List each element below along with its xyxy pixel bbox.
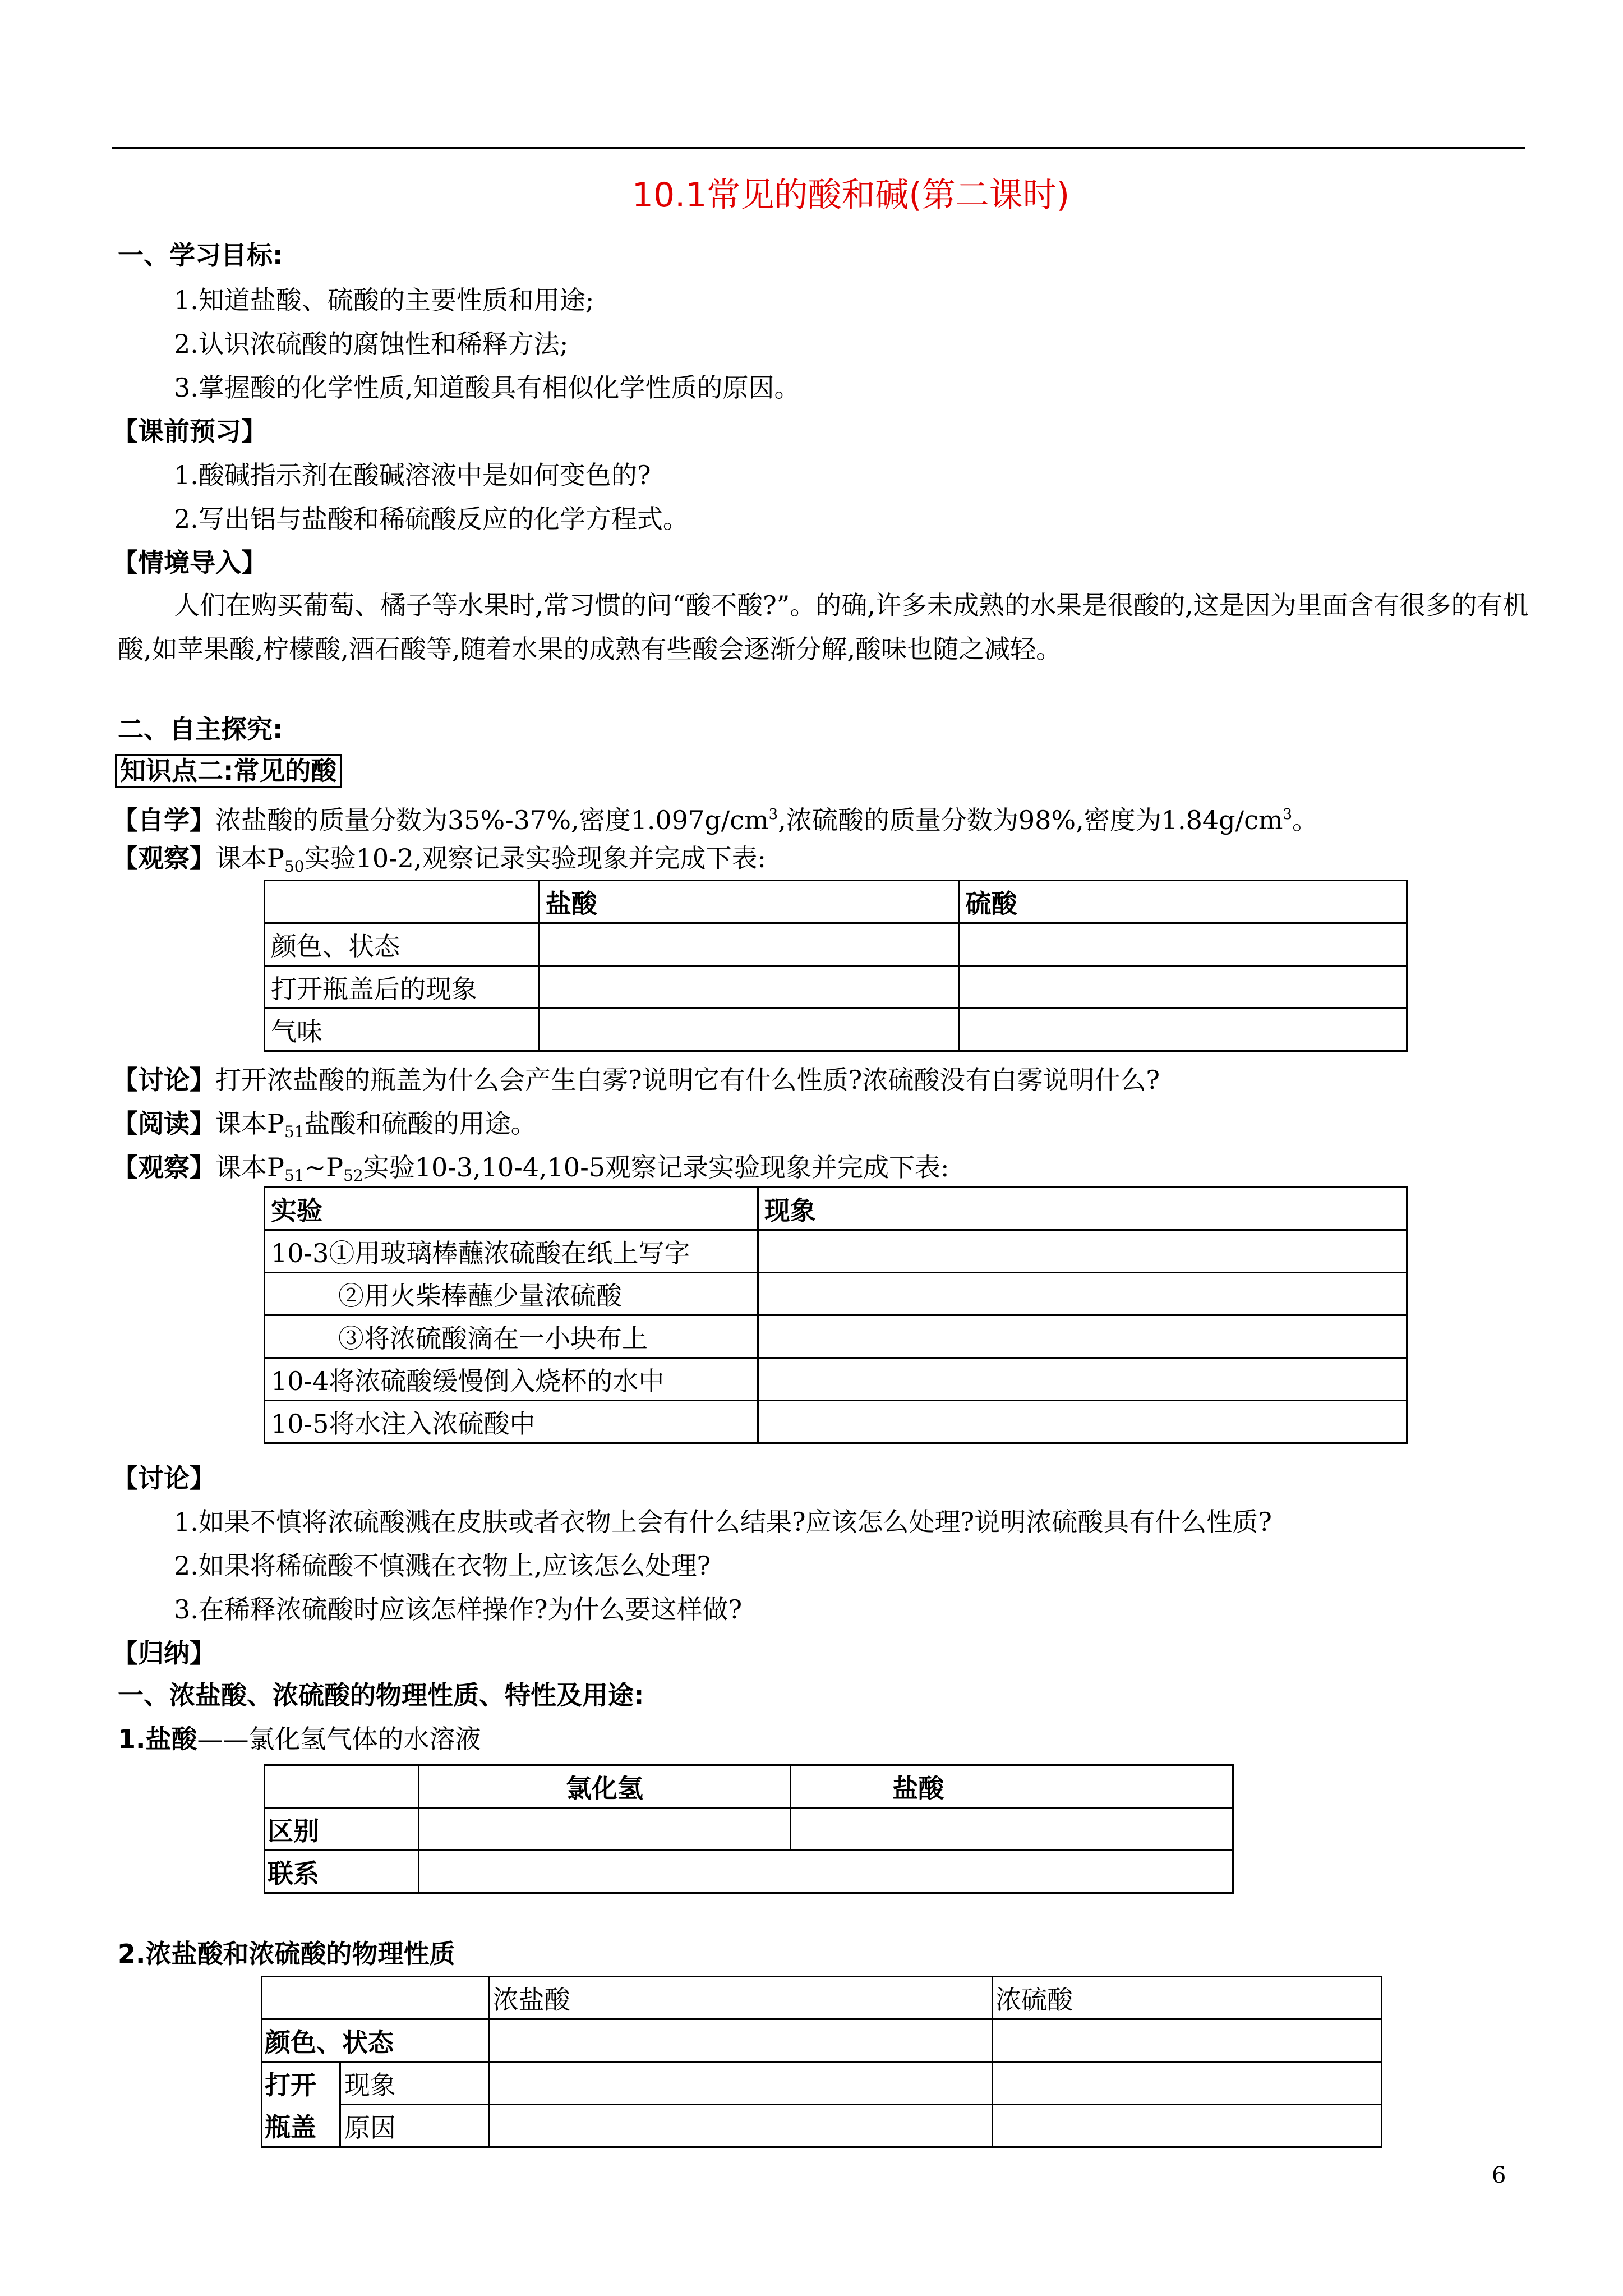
- table-header: 盐酸: [791, 1765, 1233, 1808]
- table-row-label: 气味: [265, 1009, 540, 1051]
- page-subscript: 51: [284, 1122, 305, 1141]
- observe-2-tag: 【观察】: [112, 1152, 215, 1182]
- discuss-1-tag: 【讨论】: [112, 1065, 215, 1095]
- table-row-label: 瓶盖: [262, 2105, 340, 2147]
- table-row-label: 联系: [265, 1851, 419, 1893]
- table-row: [265, 1401, 1407, 1443]
- self-study-text-2: ,浓硫酸的质量分数为98%,密度为1.84g/cm: [778, 805, 1283, 835]
- answer-cell[interactable]: [758, 1230, 1407, 1273]
- self-study-text-3: 。: [1292, 805, 1318, 835]
- table-header: 实验: [265, 1188, 758, 1230]
- page-title: 10.1常见的酸和碱(第二课时): [631, 176, 1070, 215]
- intro-heading: 【情境导入】: [112, 547, 267, 578]
- section2-heading: 二、自主探究:: [118, 714, 283, 744]
- experiment-label: 10-4将浓硫酸缓慢倒入烧杯的水中: [265, 1358, 758, 1401]
- table-row: [262, 1977, 1382, 2019]
- read-post: 盐酸和硫酸的用途。: [304, 1108, 537, 1139]
- answer-cell[interactable]: [539, 1009, 959, 1051]
- observe-1-tag: 【观察】: [112, 843, 215, 873]
- observe-2-mid: ~P: [304, 1152, 344, 1182]
- table-row: [265, 1808, 1233, 1851]
- preview-item-2: 2.写出铝与盐酸和稀硫酸反应的化学方程式。: [174, 504, 689, 534]
- table-row: [265, 1009, 1407, 1051]
- table-row-label: 现象: [340, 2062, 488, 2105]
- answer-cell[interactable]: [488, 2105, 992, 2147]
- summary-subheading: 一、浓盐酸、浓硫酸的物理性质、特性及用途:: [118, 1680, 644, 1710]
- table-row: [265, 1358, 1407, 1401]
- table-header: 现象: [758, 1188, 1407, 1230]
- discuss-1-text: 打开浓盐酸的瓶盖为什么会产生白雾?说明它有什么性质?浓硫酸没有白雾说明什么?: [215, 1065, 1160, 1095]
- read-pre: 课本P: [215, 1108, 284, 1139]
- table-header: 浓硫酸: [993, 1977, 1382, 2019]
- discuss-2-item-3: 3.在稀释浓硫酸时应该怎样操作?为什么要这样做?: [174, 1594, 743, 1625]
- table-physical-properties: [261, 1976, 1382, 2148]
- table-row-label: 原因: [340, 2105, 488, 2147]
- page-subscript: 51: [284, 1166, 305, 1185]
- summary-heading: 【归纳】: [112, 1638, 215, 1668]
- observe-1-line: [112, 841, 766, 884]
- read-line: [112, 1107, 537, 1149]
- table-row: [265, 966, 1407, 1009]
- answer-cell[interactable]: [959, 966, 1407, 1009]
- answer-cell[interactable]: [488, 2062, 992, 2105]
- table-row: [265, 1851, 1233, 1893]
- table-row-label: 区别: [265, 1808, 419, 1851]
- answer-cell[interactable]: [993, 2105, 1382, 2147]
- table-row-label: 颜色、状态: [262, 2019, 489, 2062]
- discuss-1-line: [112, 1063, 1160, 1097]
- observe-2-pre: 课本P: [215, 1152, 284, 1182]
- header-rule: [112, 147, 1525, 149]
- summary-item-1-bold: 1.盐酸: [118, 1724, 197, 1754]
- intro-paragraph: 人们在购买葡萄、橘子等水果时,常习惯的问“酸不酸?”。的确,许多未成熟的水果是很酸的,这是因为里面含有很多的有机酸,如苹果酸,柠檬酸,酒石酸等,随着水果的成熟有些酸会逐渐分解,酸味也随之减轻。: [118, 590, 1529, 664]
- preview-item-1: 1.酸碱指示剂在酸碱溶液中是如何变色的?: [174, 460, 651, 490]
- table-cell: [265, 881, 540, 923]
- table-header: 盐酸: [539, 881, 959, 923]
- table-hcl-h2so4: [264, 880, 1408, 1052]
- table-row-label: 颜色、状态: [265, 923, 540, 966]
- discuss-2-item-1: 1.如果不慎将浓硫酸溅在皮肤或者衣物上会有什么结果?应该怎么处理?说明浓硫酸具有什么性质?: [174, 1507, 1272, 1537]
- self-study-tag: 【自学】: [112, 805, 215, 835]
- table-header: 浓盐酸: [488, 1977, 992, 2019]
- read-tag: 【阅读】: [112, 1108, 215, 1139]
- observe-1-post: 实验10-2,观察记录实验现象并完成下表:: [304, 843, 767, 873]
- answer-cell[interactable]: [993, 2062, 1382, 2105]
- table-experiments: [264, 1186, 1408, 1444]
- answer-cell[interactable]: [758, 1273, 1407, 1315]
- goal-2: 2.认识浓硫酸的腐蚀性和稀释方法;: [174, 329, 569, 359]
- unit-superscript-1: 3: [768, 806, 778, 823]
- answer-cell[interactable]: [539, 966, 959, 1009]
- answer-cell[interactable]: [791, 1808, 1233, 1851]
- table-row: [265, 1230, 1407, 1273]
- table-row-label: 打开: [262, 2062, 340, 2105]
- table-row: [262, 2019, 1382, 2062]
- answer-cell[interactable]: [488, 2019, 992, 2062]
- experiment-label: ②用火柴棒蘸少量浓硫酸: [265, 1273, 758, 1315]
- experiment-label: 10-3①用玻璃棒蘸浓硫酸在纸上写字: [265, 1230, 758, 1273]
- self-study-line: [112, 798, 1318, 837]
- knowledge-box: [115, 754, 342, 788]
- preview-heading: 【课前预习】: [112, 416, 267, 447]
- self-study-text: 浓盐酸的质量分数为35%-37%,密度1.097g/cm: [215, 805, 769, 835]
- table-row: [265, 1315, 1407, 1358]
- table-row: [265, 1273, 1407, 1315]
- table-header: 硫酸: [959, 881, 1407, 923]
- table-row-label: 打开瓶盖后的现象: [265, 966, 540, 1009]
- summary-item-2: 2.浓盐酸和浓硫酸的物理性质: [118, 1939, 455, 1969]
- table-row: [265, 1188, 1407, 1230]
- page-subscript: 52: [343, 1166, 363, 1185]
- unit-superscript-2: 3: [1283, 806, 1292, 823]
- discuss-2-heading: 【讨论】: [112, 1463, 215, 1493]
- discuss-2-item-2: 2.如果将稀硫酸不慎溅在衣物上,应该怎么处理?: [174, 1550, 711, 1581]
- answer-cell[interactable]: [959, 923, 1407, 966]
- page-subscript: 50: [284, 857, 305, 876]
- summary-item-1-rest: ——氯化氢气体的水溶液: [197, 1724, 481, 1754]
- answer-cell[interactable]: [959, 1009, 1407, 1051]
- answer-cell[interactable]: [418, 1851, 1233, 1893]
- answer-cell[interactable]: [539, 923, 959, 966]
- observe-2-post: 实验10-3,10-4,10-5观察记录实验现象并完成下表:: [363, 1152, 949, 1182]
- table-header: 氯化氢: [418, 1765, 791, 1808]
- table-row: [262, 2062, 1382, 2105]
- table-cell: [262, 1977, 489, 2019]
- goal-3: 3.掌握酸的化学性质,知道酸具有相似化学性质的原因。: [174, 372, 800, 403]
- observe-1-pre: 课本P: [215, 843, 284, 873]
- answer-cell[interactable]: [758, 1401, 1407, 1443]
- experiment-label: 10-5将水注入浓硫酸中: [265, 1401, 758, 1443]
- knowledge-box-label: 知识点二:常见的酸: [115, 754, 342, 788]
- table-cell: [265, 1765, 419, 1808]
- goal-1: 1.知道盐酸、硫酸的主要性质和用途;: [174, 285, 594, 315]
- page-number: 6: [1492, 2162, 1506, 2188]
- summary-item-1: [118, 1722, 481, 1756]
- answer-cell[interactable]: [418, 1808, 791, 1851]
- table-row: [265, 923, 1407, 966]
- table-row: [262, 2105, 1382, 2147]
- section1-heading: 一、学习目标:: [118, 240, 283, 270]
- answer-cell[interactable]: [758, 1358, 1407, 1401]
- experiment-label: ③将浓硫酸滴在一小块布上: [265, 1315, 758, 1358]
- table-row: [265, 881, 1407, 923]
- answer-cell[interactable]: [993, 2019, 1382, 2062]
- table-hcl-gas-vs-acid: [264, 1764, 1234, 1894]
- table-row: [265, 1765, 1233, 1808]
- answer-cell[interactable]: [758, 1315, 1407, 1358]
